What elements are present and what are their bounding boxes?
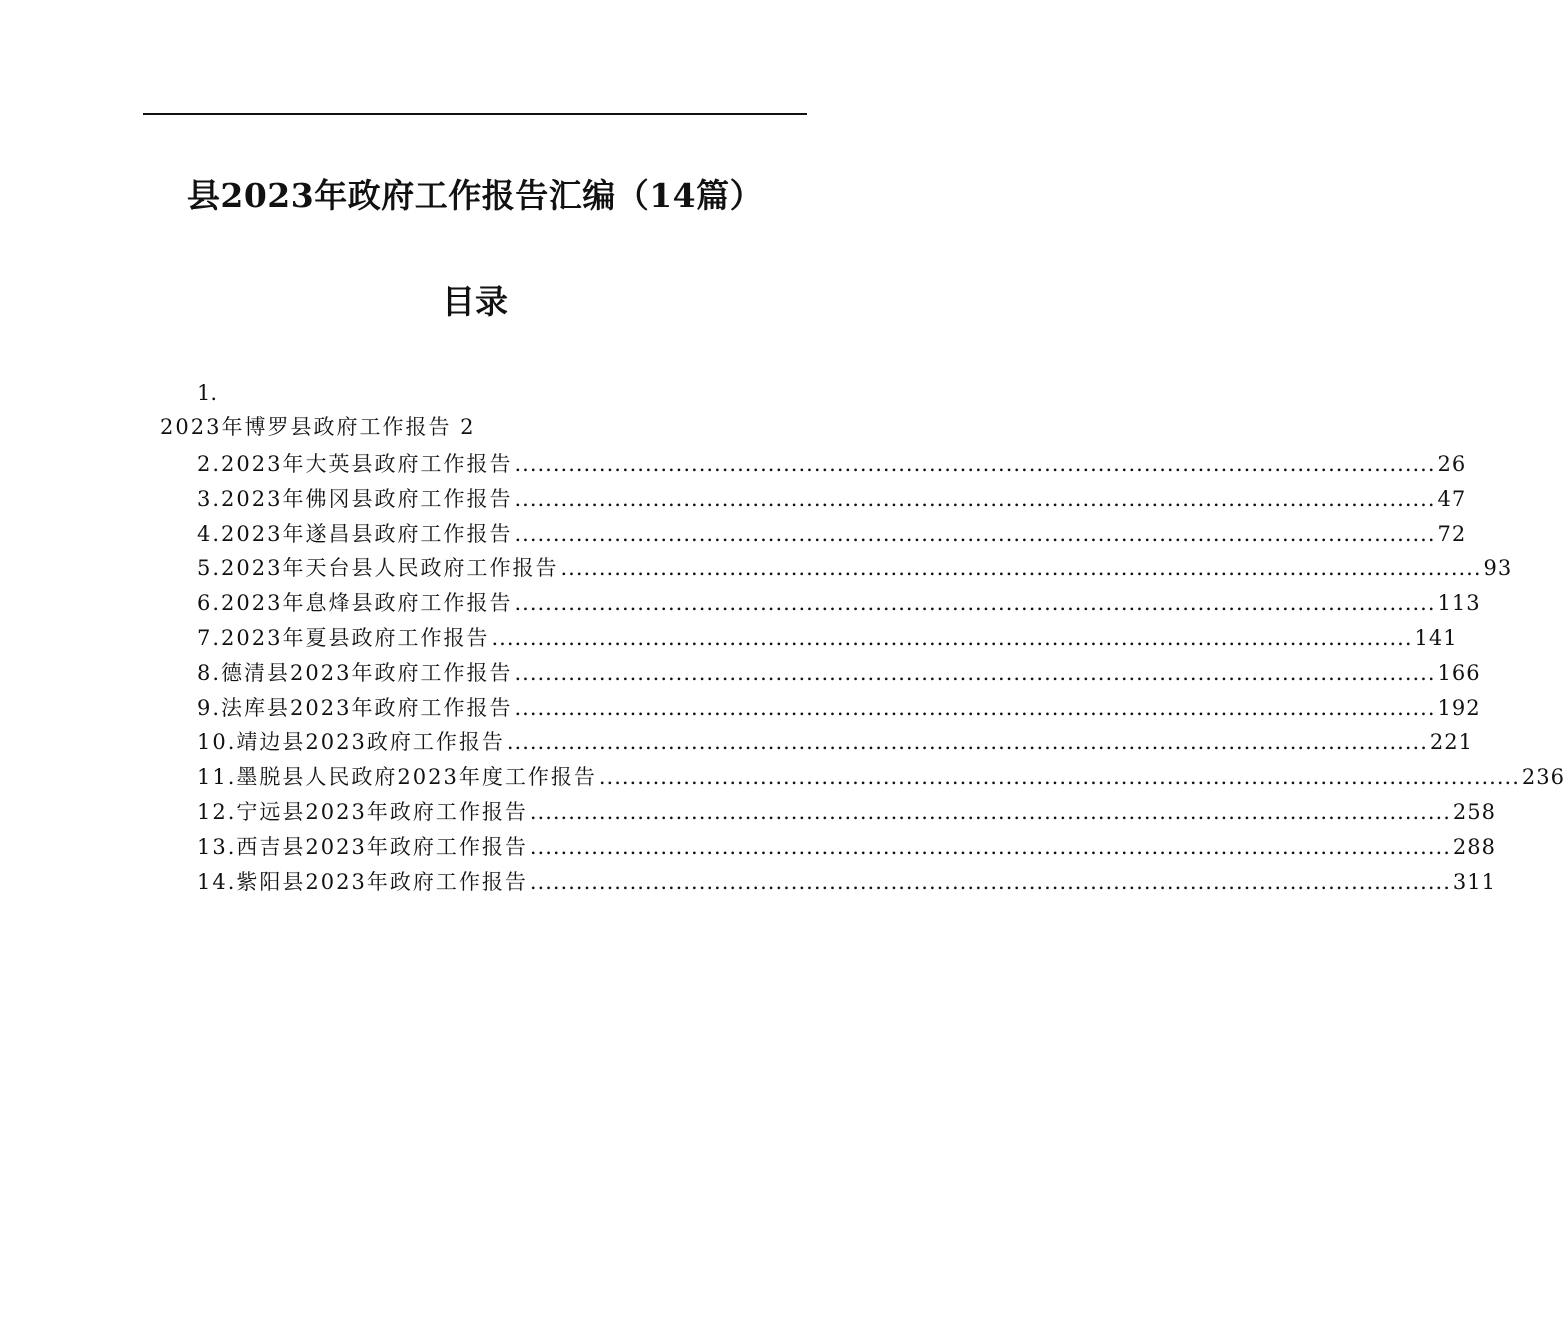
toc-entry-title: 3.2023年佛冈县政府工作报告 [197,486,513,511]
header-rule [143,113,807,115]
toc-entry[interactable] [197,586,1481,621]
toc-entry[interactable] [197,760,1565,795]
toc-leader-dots: ........................................................................................................................ [598,765,1520,790]
toc-leader-dots: ........................................................................................................................ [514,486,1436,511]
toc-leader-dots: ........................................................................................................................ [491,625,1413,650]
toc-entry-title: 7.2023年夏县政府工作报告 [197,625,490,650]
toc-leader-dots: ........................................................................................................................ [506,730,1428,755]
toc-entry-title: 6.2023年息烽县政府工作报告 [197,591,513,616]
toc-entry-page-number: 288 [1452,834,1496,859]
toc-entry[interactable] [197,621,1458,656]
toc-entry[interactable] [197,517,1467,552]
toc-entry-title: 10.靖边县2023政府工作报告 [197,730,505,755]
toc-entry-title: 11.墨脱县人民政府2023年度工作报告 [197,765,597,790]
toc-entry-title: 14.紫阳县2023年政府工作报告 [197,869,528,894]
toc-entry-title: 5.2023年天台县人民政府工作报告 [197,556,559,581]
toc-entry-page-number: 221 [1429,730,1473,755]
toc-leader-dots: ........................................................................................................................ [514,521,1436,546]
toc-entry[interactable] [197,830,1496,865]
toc-entry[interactable] [197,447,1467,482]
toc-entry-title: 2.2023年大英县政府工作报告 [197,452,513,476]
toc-leader-dots: ........................................................................................................................ [529,869,1451,894]
toc-leader-dots: ........................................................................................................................ [514,452,1436,476]
toc-entry-page-number: 166 [1437,660,1481,685]
toc-entry-page-number: 26 [1437,452,1467,476]
toc-entry[interactable] [197,865,1496,900]
toc-entry-page-number: 311 [1452,869,1496,894]
toc-entry[interactable] [197,691,1481,726]
toc-entry-title: 4.2023年遂昌县政府工作报告 [197,521,513,546]
toc-entry[interactable] [197,725,1473,760]
toc-entry-page-number: 141 [1414,625,1458,650]
toc-entry-page-number: 192 [1437,695,1481,720]
toc-entry[interactable] [197,482,1467,517]
toc-entry-1-number: 1. [197,381,218,405]
toc-entry-page-number: 72 [1437,521,1467,546]
toc-entry-page-number: 113 [1437,591,1481,616]
toc-entry-title: 12.宁远县2023年政府工作报告 [197,799,528,824]
table-of-contents [197,447,1565,899]
toc-leader-dots: ........................................................................................................................ [514,660,1436,685]
toc-entry[interactable] [197,656,1481,691]
toc-entry-page-number: 93 [1483,556,1513,581]
toc-leader-dots: ........................................................................................................................ [529,834,1451,859]
toc-entry-title: 9.法库县2023年政府工作报告 [197,695,513,720]
toc-leader-dots: ........................................................................................................................ [560,556,1482,581]
toc-leader-dots: ........................................................................................................................ [529,799,1451,824]
toc-entry-title: 13.西吉县2023年政府工作报告 [197,834,528,859]
toc-entry-title: 8.德清县2023年政府工作报告 [197,660,513,685]
toc-entry[interactable] [197,795,1496,830]
toc-leader-dots: ........................................................................................................................ [514,695,1436,720]
toc-entry-page-number: 47 [1437,486,1467,511]
toc-leader-dots: ........................................................................................................................ [514,591,1436,616]
document-title: 县2023年政府工作报告汇编（14篇） [186,176,764,215]
toc-heading: 目录 [442,282,508,321]
toc-entry-page-number: 258 [1452,799,1496,824]
toc-entry[interactable] [197,551,1513,586]
toc-entry-page-number: 236 [1521,765,1565,790]
toc-entry-1-text[interactable]: 2023年博罗县政府工作报告 2 [160,415,476,439]
